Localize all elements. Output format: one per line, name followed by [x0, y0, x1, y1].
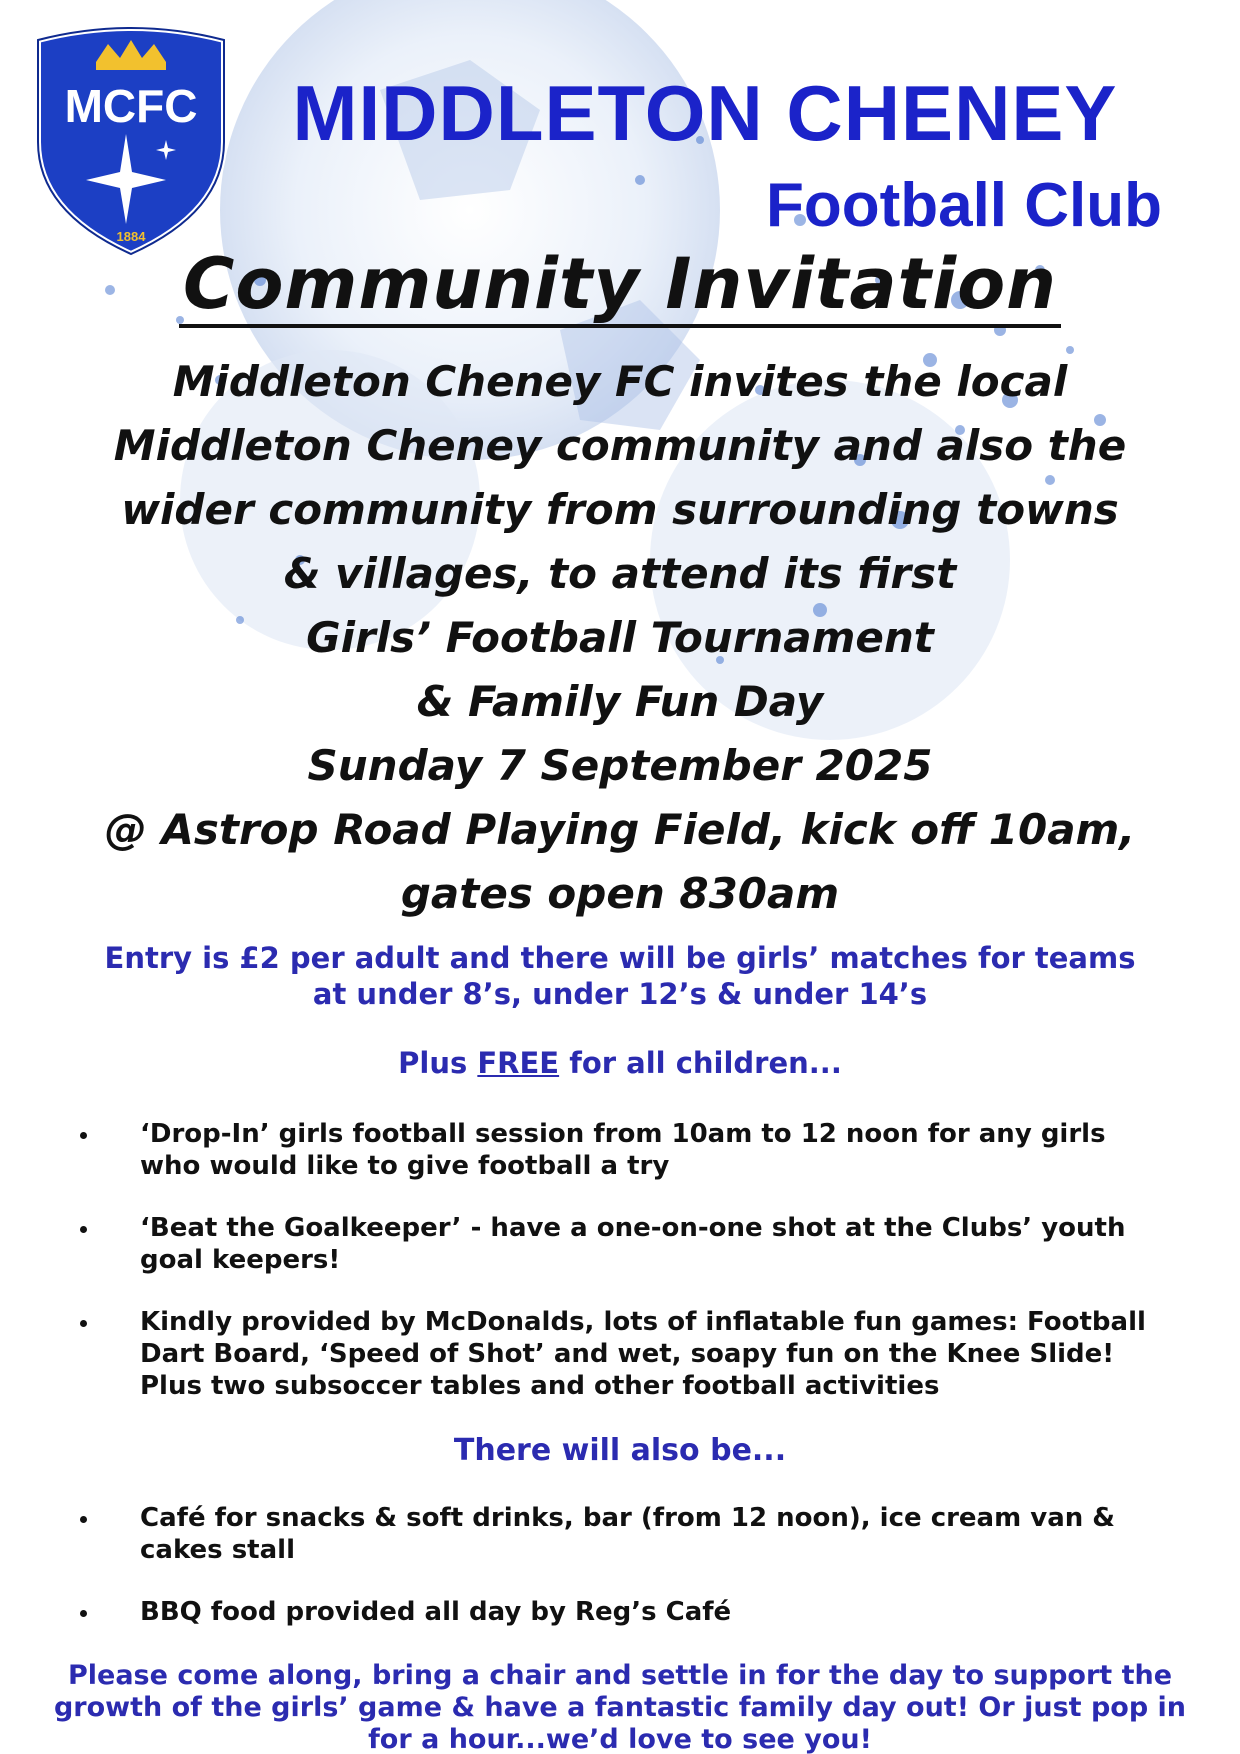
intro-line: Girls’ Football Tournament	[306, 613, 934, 662]
also-list	[80, 1502, 1170, 1658]
crest-year: 1884	[116, 229, 146, 244]
list-item-text: Kindly provided by McDonalds, lots of inflatable fun games: Football Dart Board, ‘Speed of Shot’ and wet, soapy fun on the Knee Slide! Plus two subsoccer tables and other football activities	[140, 1307, 1146, 1401]
list-item	[80, 1596, 1170, 1628]
free-heading	[60, 1046, 1180, 1080]
intro-line: & villages, to attend its first	[283, 549, 957, 598]
headline	[0, 244, 1240, 328]
club-name-title: MIDDLETON CHENEY	[292, 69, 1118, 157]
list-item	[80, 1502, 1170, 1566]
intro-line: wider community from surrounding towns	[121, 485, 1119, 534]
bullet-icon	[80, 1320, 87, 1327]
free-heading-suffix: for all children...	[559, 1046, 842, 1080]
event-date: Sunday 7 September 2025	[307, 741, 933, 790]
intro-line: Middleton Cheney FC invites the local	[172, 357, 1068, 406]
intro-line: & Family Fun Day	[416, 677, 824, 726]
entry-line: Entry is £2 per adult and there will be girls’ matches for teams	[104, 941, 1136, 975]
intro-line: Middleton Cheney community and also the	[113, 421, 1127, 470]
list-item	[80, 1306, 1170, 1402]
free-emphasis: FREE	[477, 1046, 560, 1080]
bullet-icon	[80, 1610, 87, 1617]
list-item-text: ‘Drop-In’ girls football session from 10am to 12 noon for any girls who would like to give football a try	[140, 1119, 1106, 1181]
free-activities-list	[80, 1118, 1170, 1432]
invitation-text	[20, 350, 1220, 926]
bullet-icon	[80, 1132, 87, 1139]
closing-message: Please come along, bring a chair and settle in for the day to support the growth of the girls’ game & have a fantastic family day out! Or just pop in for a hour...we’d love to see you!	[53, 1660, 1187, 1754]
list-item-text: Café for snacks & soft drinks, bar (from 12 noon), ice cream van & cakes stall	[140, 1503, 1115, 1565]
crest-initials: MCFC	[64, 80, 198, 132]
entry-line: at under 8’s, under 12’s & under 14’s	[312, 977, 928, 1011]
list-item-text: ‘Beat the Goalkeeper’ - have a one-on-one shot at the Clubs’ youth goal keepers!	[140, 1213, 1126, 1275]
list-item	[80, 1212, 1170, 1276]
event-venue: @ Astrop Road Playing Field, kick off 10am,	[104, 805, 1136, 854]
list-item-text: BBQ food provided all day by Reg’s Café	[140, 1597, 732, 1627]
list-item	[80, 1118, 1170, 1182]
headline-text: Community Invitation	[179, 244, 1061, 328]
club-crest-logo	[26, 22, 236, 262]
also-heading: There will also be...	[453, 1433, 787, 1468]
bullet-icon	[80, 1516, 87, 1523]
bullet-icon	[80, 1226, 87, 1233]
entry-info	[60, 940, 1180, 1012]
gates-open: gates open 830am	[400, 869, 840, 918]
club-subtitle: Football Club	[765, 171, 1162, 240]
free-heading-prefix: Plus	[398, 1046, 478, 1080]
